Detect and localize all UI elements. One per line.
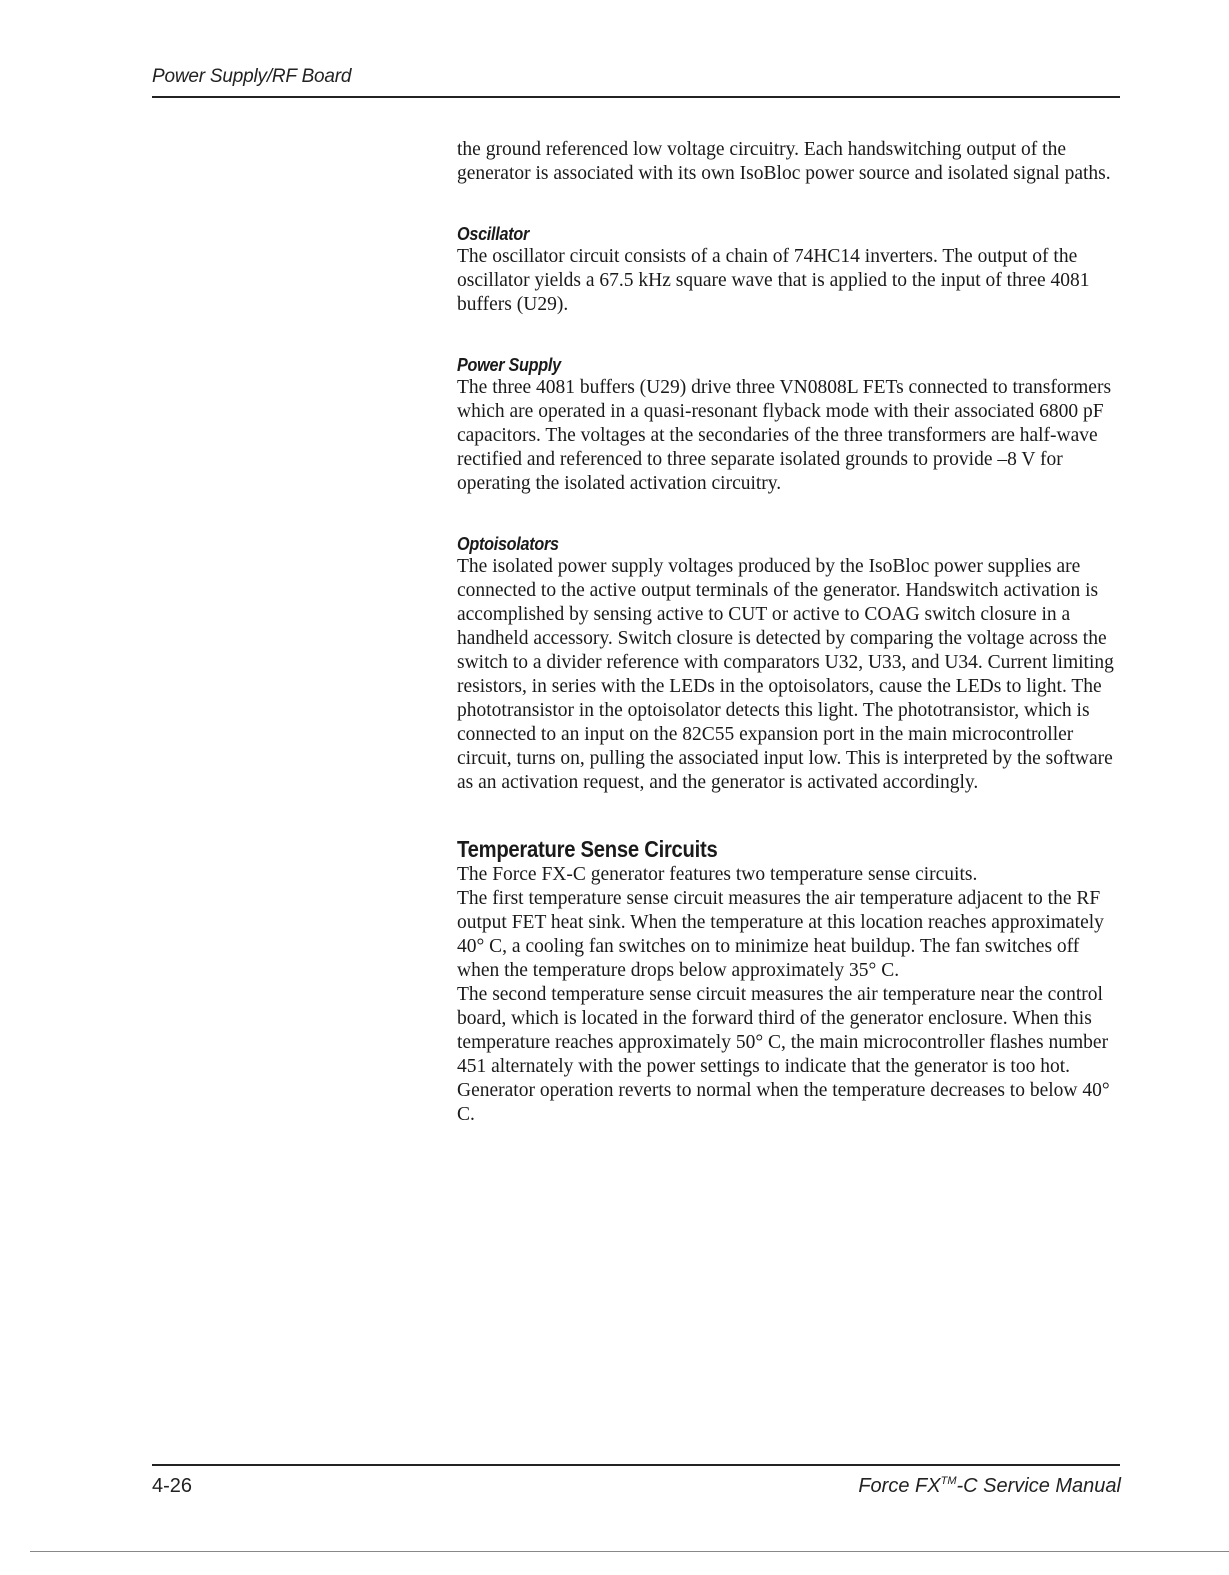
footer-rule: [152, 1464, 1120, 1466]
intro-paragraph: the ground referenced low voltage circuitry. Each handswitching output of the generator is associated with its own IsoBloc power source and isolated signal paths.: [457, 139, 1111, 184]
manual-title: [858, 1475, 1121, 1498]
optoisolators-paragraph: The isolated power supply voltages produced by the IsoBloc power supplies are connected to the active output terminals of the generator. Handswitch activation is accomplished by sensing active to CUT or active to COAG switch closure in a handheld accessory. Switch closure is detected by comparing the voltage across the switch to a divider reference with comparators U32, U33, and U34. Current limiting resistors, in series with the LEDs in the optoisolators, cause the LEDs to light. The phototransistor in the optoisolator detects this light. The phototransistor, which is connected to an input on the 82C55 expansion port in the main microcontroller circuit, turns on, pulling the associated input low. This is interpreted by the software as an activation request, and the generator is activated accordingly.: [457, 556, 1114, 793]
optoisolators-heading: Optoisolators: [457, 534, 559, 554]
temperature-paragraph-1: The Force FX-C generator features two temperature sense circuits.: [457, 864, 978, 885]
temperature-paragraph-2: The first temperature sense circuit measures the air temperature adjacent to the RF output FET heat sink. When the temperature at this location reaches approximately 40° C, a cooling fan switches on to minimize heat buildup. The fan switches off when the temperature drops below approximately 35° C.: [457, 888, 1104, 981]
manual-title-suffix: -C Service Manual: [956, 1475, 1121, 1497]
header-rule: [152, 96, 1120, 98]
power-supply-paragraph: The three 4081 buffers (U29) drive three VN0808L FETs connected to transformers which are operated in a quasi-resonant flyback mode with their associated 6800 pF capacitors. The voltages at the secondaries of the three transformers are half-wave rectified and referenced to three separate isolated grounds to provide –8 V for operating the isolated activation circuitry.: [457, 377, 1112, 494]
power-supply-heading: Power Supply: [457, 355, 561, 375]
running-header: Power Supply/RF Board: [152, 66, 352, 87]
temperature-paragraph-3: The second temperature sense circuit measures the air temperature near the control board, which is located in the forward third of the generator enclosure. When this temperature reaches approximately 50° C, the main microcontroller flashes number 451 alternately with the power settings to indicate that the generator is too hot. Generator operation reverts to normal when the temperature decreases to below 40° C.: [457, 984, 1110, 1125]
oscillator-heading: Oscillator: [457, 224, 530, 244]
oscillator-paragraph: The oscillator circuit consists of a chain of 74HC14 inverters. The output of the oscillator yields a 67.5 kHz square wave that is applied to the input of three 4081 buffers (U29).: [457, 246, 1090, 315]
main-content: [457, 138, 1122, 1127]
trademark-mark: TM: [940, 1475, 957, 1487]
scan-edge-line: [30, 1551, 1229, 1552]
page-number: 4-26: [152, 1475, 193, 1497]
manual-title-prefix: Force FX: [858, 1475, 941, 1497]
temperature-sense-heading: Temperature Sense Circuits: [457, 836, 718, 862]
